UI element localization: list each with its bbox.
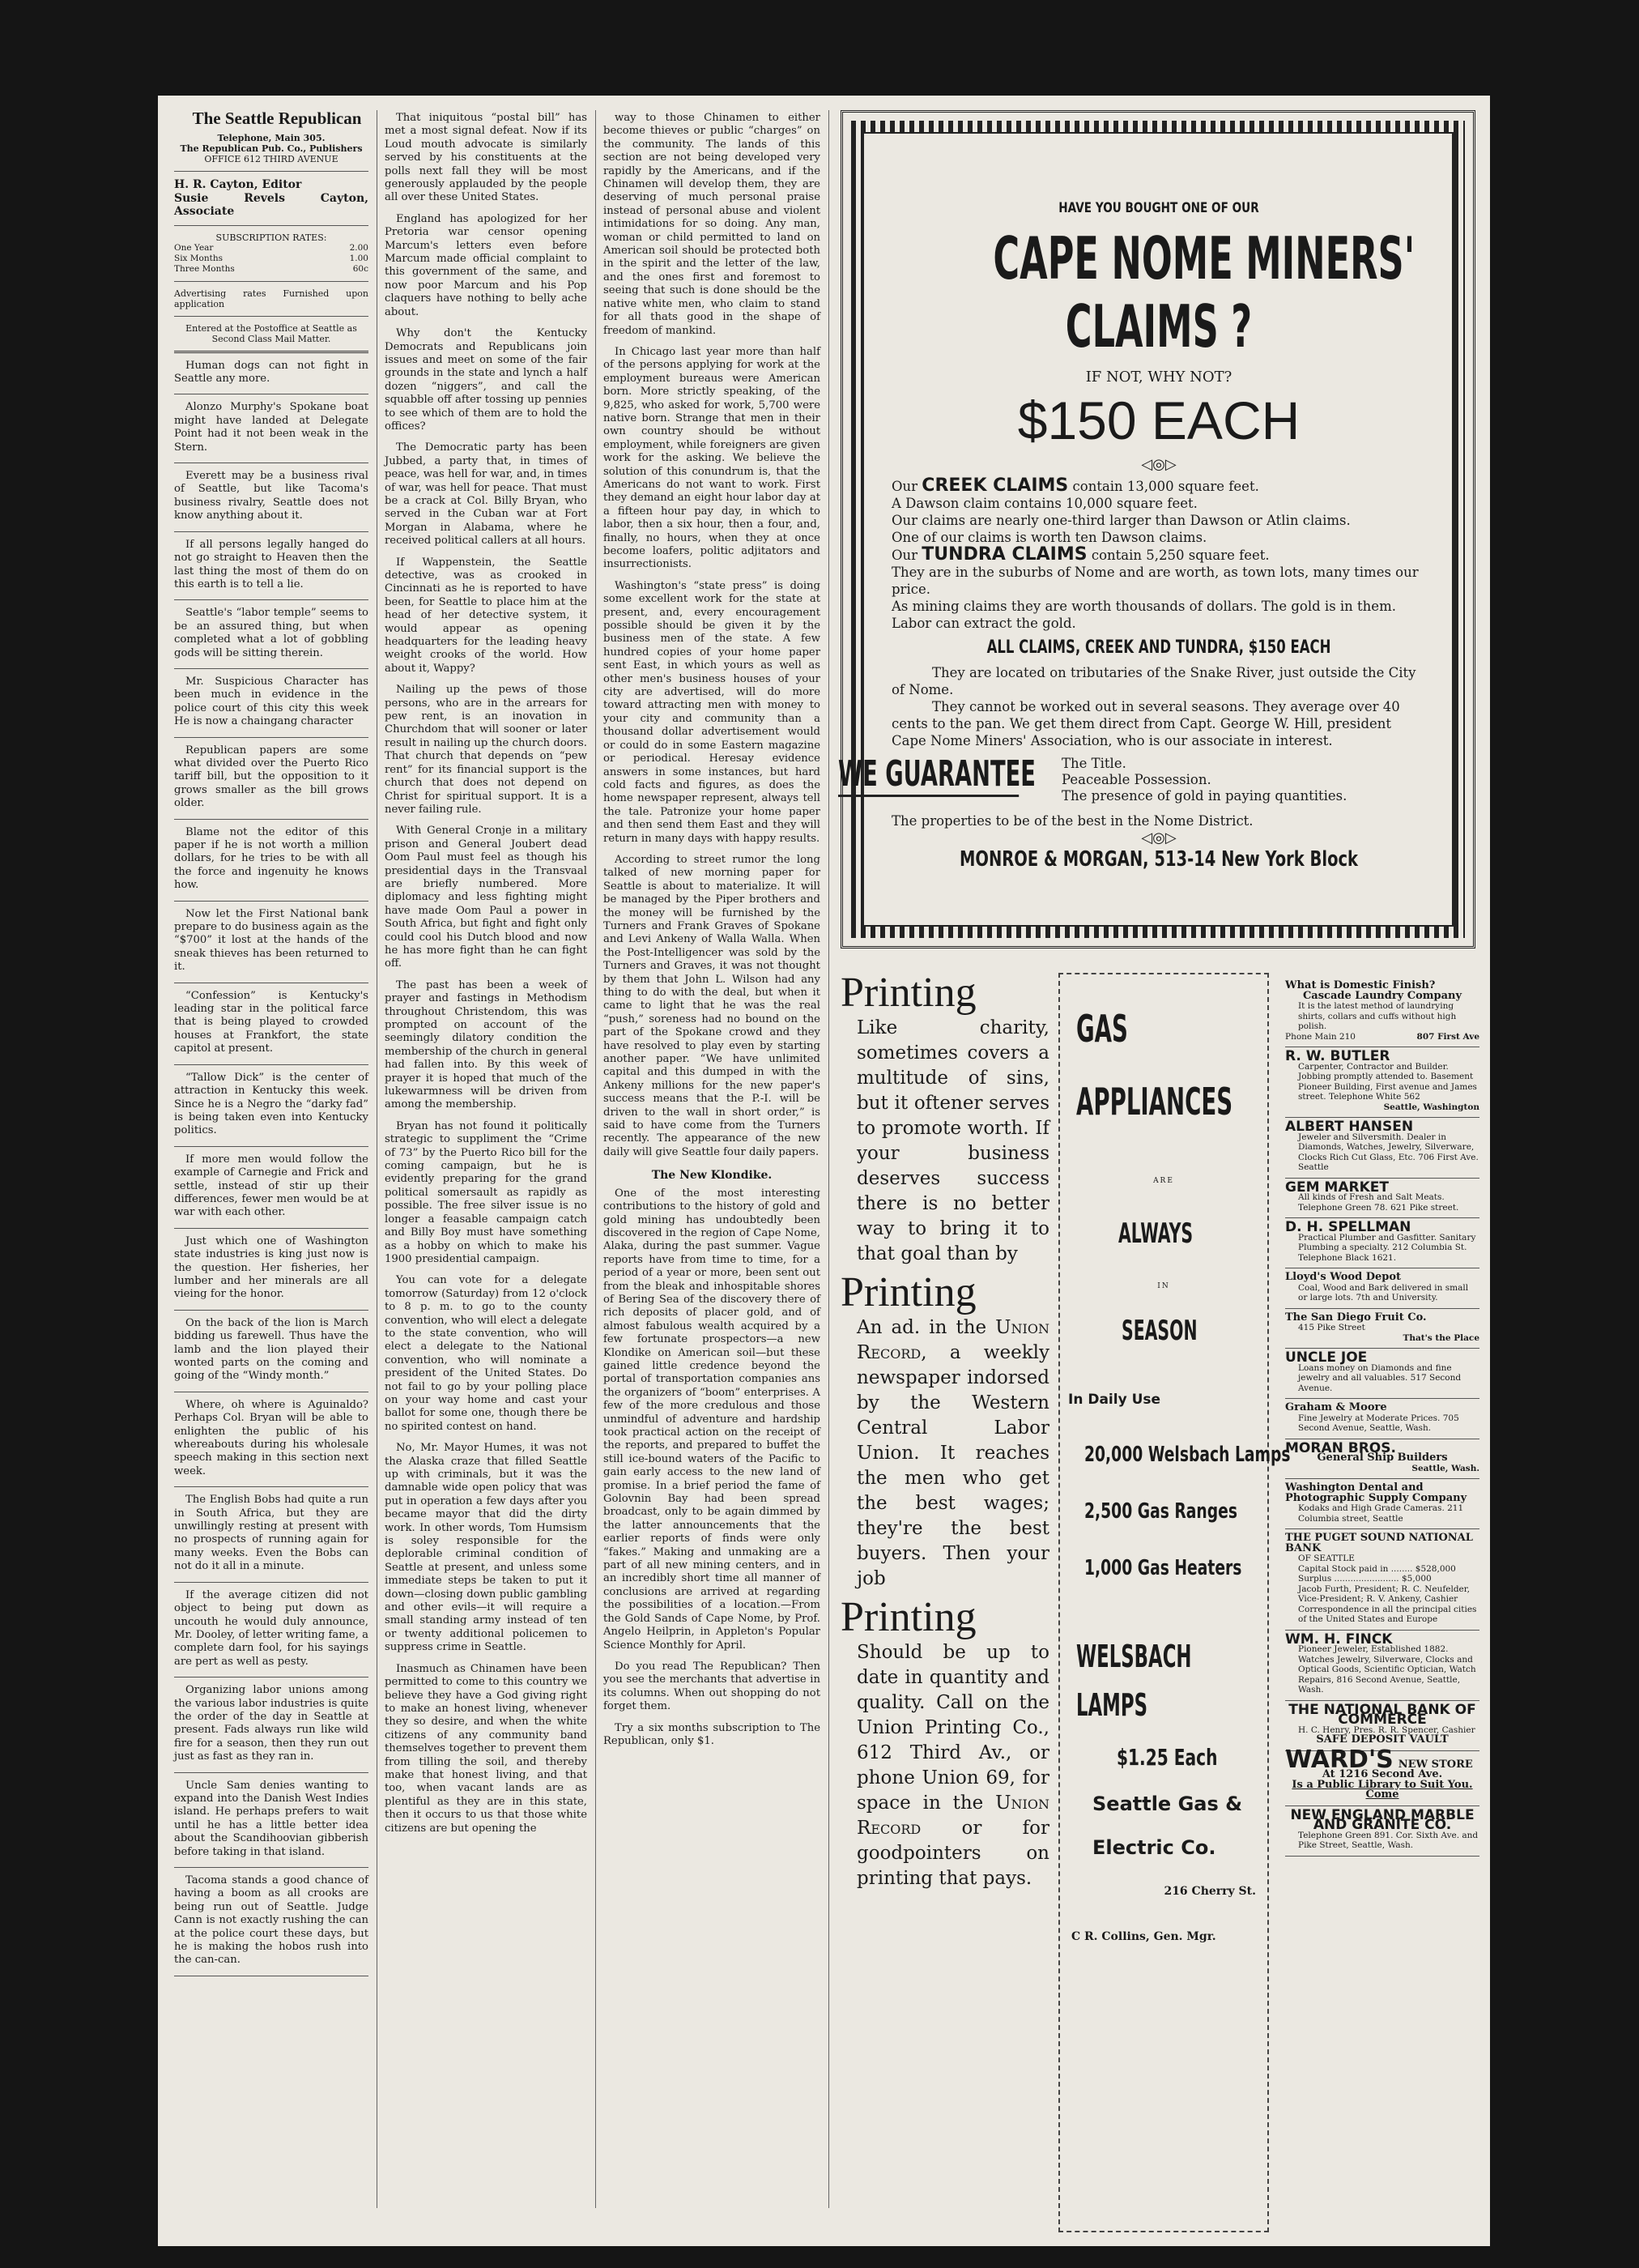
directory-listing	[1285, 1439, 1479, 1480]
union-record-name: Union Record	[857, 1793, 1049, 1839]
guarantee-item: Peaceable Possession.	[1062, 772, 1211, 787]
article-paragraph: You can vote for a delegate tomorrow (Saturday) from 12 o'clock to 8 p. m. to go to the county convention, who will elect a delegate to the state convention, who will elect a delegate to the National convention, who will nominate a president of the United States. Do not fail to go by your polling place on your way home and cast your ballot for some one, though there be no spirited contest on hand.	[385, 1274, 587, 1433]
masthead-title: The Seattle Republican	[192, 109, 362, 128]
creek-claims-label: CREEK CLAIMS	[922, 475, 1069, 496]
listing-footer	[1285, 1333, 1479, 1344]
paragraph-divider	[174, 1146, 368, 1147]
ad-signature: MONROE & MORGAN, 513-14 New York Block	[959, 847, 1359, 872]
listing-name: THE NATIONAL BANK OF COMMERCE	[1288, 1701, 1476, 1728]
paragraph-divider	[174, 1310, 368, 1311]
listing-line: Practical Plumber and Gasfitter. Sanitary Plumbing a specialty. 212 Columbia St. Telephone Black 1621.	[1298, 1232, 1476, 1263]
listing-line: Carpenter, Contractor and Builder. Jobbing promptly attended to. Basement Pioneer Building, First avenue and James street. Telephone White 562	[1298, 1061, 1477, 1102]
masthead-office: OFFICE 612 THIRD AVENUE	[204, 154, 338, 165]
article-paragraph: Washington's “state press” is doing some excellent work for the state at present, and, every encouragement possible should be given it by the business men of the state. A few hundred copies of your home paper sent East, in which yours as well as other men's business houses of your city are advertised, will do more toward attracting men with money to your city and community than a thousand dollar advertisement would or could do in some Eastern magazine or periodical. Heresay evidence answers in some instances, but hard cold facts and figures, as does the home newspaper represent, always tell the tale. Patronize your home paper and then send them East and they will return in many days with happy results.	[603, 579, 820, 845]
listing-name: Lloyd's Wood Depot	[1285, 1271, 1402, 1283]
listing-subtitle: General Ship Builders	[1317, 1452, 1448, 1464]
article-paragraph: The past has been a week of prayer and fastings in Methodism throughout Christendom, this was prompted on account of the seemingly dilatory condition the membership of the church in general had fallen into. By this week of prayer it is hoped that much of the lukewarmness will be driven from among the membership.	[385, 978, 587, 1111]
article-paragraph: Organizing labor unions among the various labor industries is quite the order of the day in Seattle at present. Fads always run like wild fire for a season, then they run out just as fast as they ran in.	[174, 1684, 368, 1763]
column-3	[603, 112, 820, 1756]
gas-item: 20,000 Welsbach Lamps	[1084, 1443, 1291, 1467]
ad-line-1: HAVE YOU BOUGHT ONE OF OUR	[1058, 200, 1259, 216]
directory-listing	[1285, 1179, 1479, 1219]
tundra-our: Our	[892, 548, 918, 563]
listing-line: OF SEATTLE	[1298, 1554, 1355, 1563]
listing-line: It is the latest method of laundrying shirts, collars and cuffs without high polish.	[1298, 1001, 1457, 1031]
column-2-paragraphs	[385, 112, 587, 1835]
paragraph-divider	[174, 819, 368, 820]
rate-value: 60c	[352, 263, 368, 274]
ad-para: They are in the suburbs of Nome and are worth, as town lots, many times our price.	[892, 565, 1419, 597]
listing-name: The San Diego Fruit Co.	[1285, 1311, 1427, 1324]
ad-para: The properties to be of the best in the Nome District.	[892, 813, 1254, 829]
gas-always: ALWAYS	[1118, 1217, 1194, 1250]
listing-line: Capital Stock paid in ........ $528,000	[1298, 1563, 1456, 1574]
ad-para: Our claims are nearly one-third larger than Dawson or Atlin claims.	[892, 513, 1351, 528]
rate-value: 1.00	[349, 253, 368, 263]
ad-para: They cannot be worked out in several seasons. They average over 40 cents to the pan. We get them direct from Capt. George W. Hill, president Cape Nome Miners' Association, who is our associate in interest.	[892, 699, 1400, 748]
ad-body	[838, 475, 1426, 872]
directory-listing	[1285, 1218, 1479, 1268]
directory-listing	[1285, 977, 1479, 1047]
paragraph-divider	[174, 1064, 368, 1065]
listing-line: Jeweler and Silversmith. Dealer in Diamonds, Watches, Jewelry, Silverware, Clocks Rich Cut Glass, Etc. 706 First Ave. Seattle	[1298, 1132, 1479, 1172]
paragraph-divider	[174, 599, 368, 600]
article-paragraph: One of the most interesting contributions to the history of gold and gold mining has undoubtedly been discovered in the region of Cape Nome, Alaka, during the past summer. Vague reports have from time to time, for a period of a year or more, been sent out from the bleak and inhospitable shores of Bering Sea of the discovery there of rich deposits of placer gold, and of almost fabulous wealth acquired by a few fortunate prospectors—a new Klondike on American soil—but these gained little credence beyond the portal of transportation companies ans the organizers of “boom” enterprises. A few of the more credulous and those unmindful of adventure and hardship took practical action on the receipt of the reports, and prepared to buffet the still ice-bound waters of the Pacific to gain early access to the new land of promise. In a brief period the fame of Golovnin Bay had been spread broadcast, only to be again dimmed by the latter announcements that the earlier reports of finds were only “fakes.” Making and unmaking are a part of all new mining centers, and in an incredibly short time all manner of conclusions are arrived at regarding the possibilities of a location.—From the Gold Sands of Cape Nome, by Prof. Angelo Heilprin, in Appleton's Popular Science Monthly for April.	[603, 1187, 820, 1652]
masthead-editor: H. R. Cayton, Editor	[174, 178, 302, 192]
article-paragraph: “Tallow Dick” is the center of attraction in Kentucky this week. Since he is a Negro the “darky fad” is being taken even into Kentucky politics.	[174, 1071, 368, 1137]
appliances-heading: APPLIANCES	[1076, 1080, 1233, 1123]
listing-line: Is a Public Library to Suit You. Come	[1292, 1778, 1473, 1801]
listing-line: Telephone Green 891. Cor. Sixth Ave. and Pike Street, Seattle, Wash.	[1298, 1830, 1479, 1850]
printing-text: Should be up to date in quantity and quality. Call on the Union Printing Co., 612 Third Av., or phone Union 69, for space in the	[857, 1642, 1049, 1814]
gas-heading: GAS	[1076, 1007, 1128, 1051]
listing-line: 415 Pike Street	[1298, 1323, 1365, 1332]
listing-line: Fine Jewelry at Moderate Prices. 705 Second Avenue, Seattle, Wash.	[1298, 1413, 1459, 1433]
directory-listing	[1285, 1529, 1479, 1631]
listing-line: At 1216 Second Ave.	[1322, 1768, 1443, 1780]
newspaper-page	[158, 96, 1490, 2246]
listing-name: WM. H. FINCK	[1285, 1631, 1393, 1648]
directory-listing	[1285, 1631, 1479, 1701]
guarantee-item: The presence of gold in paying quantities.	[1062, 788, 1347, 804]
directory-listing	[1285, 1047, 1479, 1118]
printing-heading: Printing	[841, 970, 977, 1016]
listing-footer	[1285, 1032, 1479, 1042]
rate-row	[174, 254, 368, 264]
paragraph-divider	[174, 531, 368, 532]
directory-listing	[1285, 1349, 1479, 1399]
ad-para: A Dawson claim contains 10,000 square feet.	[892, 496, 1198, 511]
masthead-associate: Susie Revels Cayton, Associate	[174, 191, 368, 219]
article-paragraph: On the back of the lion is March bidding us farewell. Thus have the lamb and the lion played their wonted parts on the coming and going of the “Windy month.”	[174, 1316, 368, 1383]
article-paragraph: Mr. Suspicious Character has been much in evidence in the police court of this city this week He is now a chaingang character	[174, 675, 368, 728]
article-paragraph: Tacoma stands a good chance of having a boom as all crooks are being run out of Seattle. Judge Cann is not exactly rushing the can at the police court these days, but he is making the hobos rush into the can-can.	[174, 1874, 368, 1967]
all-claims-line: ALL CLAIMS, CREEK AND TUNDRA, $150 EACH	[986, 637, 1331, 658]
paragraph-divider	[174, 668, 368, 669]
article-paragraph: Republican papers are some what divided over the Puerto Rico tariff bill, but the opposition to it grows smaller as the bill grows older.	[174, 744, 368, 810]
printing-text: , a weekly newspaper indorsed by the Western Central Labor Union. It reaches the men who get the best wages; they're the best buyers. Then your job	[857, 1342, 1049, 1589]
listing-line: Correspondence in all the principal cities of the United States and Europe	[1298, 1604, 1477, 1624]
business-directory	[1285, 977, 1479, 1857]
listing-name: ALBERT HANSEN	[1285, 1119, 1414, 1135]
rate-row	[174, 264, 368, 275]
column-3-klondike-paragraphs	[603, 1187, 820, 1749]
listing-footer	[1285, 1464, 1479, 1474]
listing-line: All kinds of Fresh and Salt Meats. Telephone Green 78. 621 Pike street.	[1298, 1192, 1459, 1213]
guarantee-item: The Title.	[1062, 756, 1126, 771]
directory-listing	[1285, 1309, 1479, 1349]
printing-ad	[841, 970, 1049, 1891]
paragraph-divider	[174, 1677, 368, 1678]
article-paragraph: According to street rumor the long talked of new morning paper for Seattle is about to materialize. It will be managed by the Piper brothers and the money will be furnished by the Turners and Frank Graves of Spokane and Levi Ankeny of Walla Walla. When the Post-Intelligencer was sold by the Turners and Graves, it was not thought by them that John L. Wilson had any thing to do with the deal, but when it came to light that he was the real “push,” soreness had no bound on the part of the Spokane crowd and they have resolved to play even by starting another paper. “We have unlimited capital and this dumped in with the Ankeny millions for the new paper's success means that the P.-I. will be driven to the wall in short order,” is said to have come from the Turners recently. The appearance of the new daily will give Seattle four daily papers.	[603, 853, 820, 1158]
welsbach-price: $1.25 Each	[1117, 1744, 1218, 1771]
lamps-heading: LAMPS	[1076, 1687, 1147, 1723]
article-paragraph: Blame not the editor of this paper if he is not worth a million dollars, for he tries to be with all the force and ingenuity he knows how.	[174, 825, 368, 892]
listing-name: NEW ENGLAND MARBLE AND GRANITE CO.	[1290, 1806, 1475, 1833]
gas-appliances-ad	[1058, 973, 1291, 2232]
listing-phone: Phone Main 210	[1285, 1031, 1356, 1042]
listing-address: Seattle, Washington	[1383, 1102, 1479, 1112]
listing-line: Coal, Wood and Bark delivered in small or large lots. 7th and University.	[1298, 1282, 1469, 1302]
printing-heading: Printing	[841, 1269, 977, 1315]
rates-heading: SUBSCRIPTION RATES:	[215, 232, 327, 243]
article-paragraph: Try a six months subscription to The Republican, only $1.	[603, 1721, 820, 1747]
ornament-icon: ◁◎▷	[1141, 829, 1177, 846]
paragraph-divider	[174, 737, 368, 738]
article-paragraph: If Wappenstein, the Seattle detective, was as crooked in Cincinnati as he is reported to have been, for Seattle to place him at the head of her detective system, it would appear as opening headquarters for the leading heavy weight crooks of the world. How about it, Wappy?	[385, 556, 587, 675]
paragraph-divider	[174, 1486, 368, 1487]
ad-para: One of our claims is worth ten Dawson claims.	[892, 530, 1207, 545]
guarantee-list	[1062, 756, 1402, 804]
listing-address: That's the Place	[1403, 1332, 1479, 1343]
article-paragraph: Uncle Sam denies wanting to expand into the Danish West Indies island. He perhaps prefers to wait until he has a little better idea about the Scandihoovian gibberish before taking in that island.	[174, 1779, 368, 1858]
paragraph-divider	[174, 1772, 368, 1773]
column-rule	[828, 110, 829, 2208]
listing-name: UNCLE JOE	[1285, 1349, 1368, 1366]
listing-address: 807 First Ave	[1416, 1031, 1479, 1042]
new-klondike-heading: The New Klondike.	[651, 1169, 773, 1183]
printing-text: An ad. in the	[857, 1317, 987, 1338]
rate-label: Three Months	[174, 263, 235, 274]
article-paragraph: Seattle's “labor temple” seems to be an assured thing, but when completed what a lot of gobbling gods will be sitting therein.	[174, 607, 368, 659]
union-record-name: Union Record	[857, 1317, 1049, 1363]
article-paragraph: No, Mr. Mayor Humes, it was not the Alaska craze that filled Seattle up with criminals, but it was the damnable wide open policy that was put in operation a few days after you became mayor that did the dirty work. In other words, Tom Humsism is soley responsible for the deplorable criminal condition of Seattle at present, and unless some immediate steps be taken to put it down—closing down public gambling and other evils—it will require a small standing army instead of ten or twenty additional policemen to suppress crime in Seattle.	[385, 1442, 587, 1654]
column-3-paragraphs	[603, 112, 820, 1159]
rate-value: 2.00	[349, 242, 368, 253]
masthead-publisher: The Republican Pub. Co., Publishers	[180, 143, 363, 155]
listing-line: H. C. Henry, Pres. R. R. Spencer, Cashier	[1298, 1724, 1475, 1735]
guarantee-heading: WE GUARANTEE	[838, 754, 1019, 797]
ornament-icon: ◁◎▷	[1141, 456, 1177, 473]
printing-text-1: Like charity, sometimes covers a multitude of sins, but it oftener serves to promote worth. If your business deserves success there is no better way to bring it to that goal than by	[857, 1017, 1049, 1264]
listing-line: Pioneer Jeweler, Established 1882. Watches Jewelry, Silverware, Clocks and Optical Goods, Scientific Optician, Watch Repairs, 816 Second Avenue, Seattle, Wash.	[1298, 1644, 1476, 1695]
listing-name: What is Domestic Finish?	[1285, 979, 1436, 991]
advertising-note: Advertising rates Furnished upon application	[174, 288, 368, 309]
listing-name: MORAN BROS.	[1285, 1439, 1396, 1456]
gas-manager: C R. Collins, Gen. Mgr.	[1071, 1930, 1216, 1943]
directory-listing	[1285, 1268, 1479, 1309]
rate-row	[174, 243, 368, 254]
article-paragraph: If more men would follow the example of Carnegie and Frick and settle, instead of stir up their differences, fewer men would be at war with each other.	[174, 1153, 368, 1219]
article-paragraph: Inasmuch as Chinamen have been permitted to come to this country we believe they have a God giving right to make an honest living, whenever they so desire, and when the white citizens of any community band themselves together to prevent them from tilling the soil, and thereby make that honest living, and that too, when vacant lands are as plentiful as they are in this state, then it occurs to us that those white citizens are but opening the	[385, 1662, 587, 1835]
rates-list	[174, 243, 368, 275]
paragraph-divider	[174, 1867, 368, 1868]
gas-item: 1,000 Gas Heaters	[1084, 1556, 1242, 1580]
directory-listing	[1285, 1399, 1479, 1439]
listing-line: Loans money on Diamonds and fine jewelry and all valuables. 517 Second Avenue.	[1298, 1362, 1462, 1393]
article-paragraph: That iniquitous “postal bill” has met a most signal defeat. Now if its Loud mouth advocate is similarly served by his constituents at the polls next fall they will be most generously applauded by the people all over these United States.	[385, 112, 587, 204]
listing-name: D. H. SPELLMAN	[1285, 1219, 1411, 1235]
article-paragraph: Bryan has not found it politically strategic to suppliment the “Crime of 73” by the Puerto Rico bill for the coming campaign, but he is evidently preparing for the grand political somersault as rapidly as possible. The free silver issue is no longer a feasable campaign catch and Billy Boy must have something as a hobby on which to make his 1900 presidential campaign.	[385, 1119, 587, 1265]
listing-subtitle: Cascade Laundry Company	[1302, 989, 1462, 1002]
article-paragraph: The Democratic party has been Jubbed, a party that, in times of peace, was hell for war, and, in times of war, was hell for peace. That must be a crack at Col. Billy Bryan, who served in the Cuban war at Fort Morgan in Alabama, where he received political callers at all hours.	[385, 441, 587, 548]
ad-headline-miners: CAPE NOME MINERS'	[993, 224, 1416, 292]
column-1-paragraphs	[174, 360, 368, 1976]
guarantee-block	[838, 753, 1426, 812]
rate-label: One Year	[174, 242, 214, 253]
listing-name: THE PUGET SOUND NATIONAL BANK	[1285, 1532, 1473, 1554]
gas-daily-use: In Daily Use	[1068, 1392, 1161, 1408]
article-paragraph: “Confession” is Kentucky's leading star in the political farce that is being played to crowded houses at Frankfort, the state capitol at present.	[174, 989, 368, 1055]
column-rule	[595, 110, 596, 2208]
article-paragraph: way to those Chinamen to either become thieves or public “charges” on the community. The lands of this section are not being developed very rapidly by the Americans, and if the Chinamen will develop them, they are deserving of much personal praise instead of personal abuse and violent intimidations for so doing. Any man, woman or child permitted to land on American soil should be protected both in the spirit and the letter of the law, and the ones first and foremost to seeing that such is done should be the native white men, who claim to stand for all thats good in the shape of freedom of mankind.	[603, 112, 820, 337]
article-paragraph: Just which one of Washington state industries is king just now is the question. Her fisheries, her lumber and her minerals are all vieing for the honor.	[174, 1234, 368, 1301]
paragraph-divider	[174, 1228, 368, 1229]
welsbach-heading: WELSBACH	[1076, 1639, 1192, 1674]
article-paragraph: With General Cronje in a military prison and General Joubert dead Oom Paul must feel as though his presidential days in the Transvaal are briefly numbered. More diplomacy and less fighting might have made Oom Paul a power in South Africa, but fight and fight only could cool his Dutch blood and now he has more fight than he can fight off.	[385, 825, 587, 970]
ad-para: They are located on tributaries of the Snake River, just outside the City of Nome.	[892, 665, 1416, 697]
directory-listing	[1285, 1701, 1479, 1751]
creek-our: Our	[892, 479, 918, 494]
gas-item: 2,500 Gas Ranges	[1084, 1499, 1238, 1524]
article-paragraph: If the average citizen did not object to being put down as uncouth he would duly announce, Mr. Dooley, of letter writing fame, a complete darn fool, for his sayings are pert as well as pesty.	[174, 1588, 368, 1668]
tundra-claims-size: contain 5,250 square feet.	[1091, 548, 1270, 563]
article-paragraph: In Chicago last year more than half of the persons applying for work at the employment bureaus were American born. More strictly speaking, of the 9,825, who asked for work, 5,700 were native born. Strange that men in their own country should be without employment, while foreigners are given work for the asking. We believe the solution of this conundrum is, that the Americans do not want to work. First they demand an eight hour labor day at a fifteen hour pay day, in which to labor, then a six hour, then a four, and, finally, no hours, when they at once become loafers, politic adjitators and insurrectionists.	[603, 345, 820, 571]
column-1	[174, 109, 368, 1983]
printing-heading: Printing	[841, 1594, 977, 1640]
printing-text-3	[841, 1640, 1049, 1891]
gas-address: 216 Cherry St.	[1164, 1885, 1256, 1898]
tundra-claims-label: TUNDRA CLAIMS	[922, 544, 1088, 565]
listing-line: Jacob Furth, President; R. C. Neufelder, Vice-President; R. V. Ankeny, Cashier	[1298, 1584, 1470, 1604]
masthead-telephone: Telephone, Main 305.	[217, 133, 326, 144]
paragraph-divider	[174, 1582, 368, 1583]
directory-listing	[1285, 1118, 1479, 1179]
article-paragraph: If all persons legally hanged do not go straight to Heaven then the last thing the most of them do on this earth is to tell a lie.	[174, 538, 368, 590]
listing-name: R. W. BUTLER	[1285, 1048, 1390, 1064]
listing-line: Surplus ........................ $5,000	[1298, 1574, 1432, 1584]
article-paragraph: Human dogs can not fight in Seattle any more.	[174, 359, 368, 386]
cape-nome-ad	[838, 110, 1475, 949]
listing-line: Kodaks and High Grade Cameras. 211 Columbia street, Seattle	[1298, 1503, 1464, 1524]
article-paragraph: Now let the First National bank prepare to do business again as the “$700” it lost at the hands of the sneak thieves has been returned to it.	[174, 907, 368, 974]
listing-name: Graham & Moore	[1285, 1401, 1387, 1413]
printing-text: or for goodpointers on printing that pays.	[857, 1818, 1049, 1889]
gas-company: Seattle Gas &	[1092, 1793, 1243, 1815]
ad-headline-claims: CLAIMS ?	[1065, 292, 1253, 360]
listing-footer	[1285, 1102, 1479, 1113]
article-paragraph: England has apologized for her Pretoria war censor opening Marcum's letters even before Marcum made official complaint to this government of the same, and now poor Marcum and his Pop claquers have nothing to belly ache about.	[385, 212, 587, 318]
ad-para: As mining claims they are worth thousands of dollars. The gold is in them. Labor can extract the gold.	[892, 599, 1396, 631]
listing-subtitle: SAFE DEPOSIT VAULT	[1316, 1733, 1449, 1746]
article-paragraph: Nailing up the pews of those persons, who are in the arrears for pew rent, is an inovation in Churchdom that will sooner or later result in nailing up the church doors. That church that depends on “pew rent” for its financial support is the church that does not depend on Christ for spiritual support. It is a never failing rule.	[385, 684, 587, 816]
paragraph-divider	[174, 901, 368, 902]
creek-claims-size: contain 13,000 square feet.	[1072, 479, 1259, 494]
gas-in: IN	[1157, 1282, 1170, 1290]
article-paragraph: Why don't the Kentucky Democrats and Republicans join issues and meet on some of the fair grounds in the state and lynch a half dozen “niggers”, and call the squabble off after tossing up pennies to see which of them are to hold the offices?	[385, 327, 587, 433]
directory-listing	[1285, 1806, 1479, 1857]
listing-name-2: NEW STORE	[1398, 1758, 1473, 1771]
article-paragraph: Where, oh where is Aguinaldo? Perhaps Col. Bryan will be able to enlighten the public of his whereabouts during his wholesale speech making in this section next week.	[174, 1398, 368, 1477]
article-paragraph: Alonzo Murphy's Spokane boat might have landed at Delegate Point had it not been weak in the Stern.	[174, 401, 368, 454]
directory-listing	[1285, 1479, 1479, 1529]
listing-address: Seattle, Wash.	[1411, 1463, 1479, 1473]
article-paragraph: The English Bobs had quite a run in South Africa, but they are unwillingly resting at present with no prospects of running again for many weeks. Even the Bobs can not do it all in a minute.	[174, 1494, 368, 1573]
entered-note: Entered at the Postoffice at Seattle as Second Class Mail Matter.	[185, 322, 357, 344]
gas-company: Electric Co.	[1092, 1836, 1216, 1859]
gas-are: ARE	[1153, 1177, 1174, 1185]
gas-season: SEASON	[1122, 1315, 1198, 1347]
directory-listing	[1285, 1745, 1479, 1806]
listing-name: Washington Dental and Photographic Supply Company	[1285, 1481, 1467, 1504]
article-paragraph: Do you read The Republican? Then you see the merchants that advertise in its columns. When out shopping do not forget them.	[603, 1660, 820, 1713]
ad-why-not: IF NOT, WHY NOT?	[1085, 369, 1232, 386]
rate-label: Six Months	[174, 253, 224, 263]
listing-name: WARD'S	[1285, 1745, 1394, 1774]
ad-price: $150 EACH	[1017, 390, 1301, 450]
article-paragraph: Everett may be a business rival of Seattle, but like Tacoma's business rivalry, Seattle does not know anything about it.	[174, 470, 368, 522]
printing-text-2	[841, 1315, 1049, 1592]
listing-name: GEM MARKET	[1285, 1179, 1389, 1196]
column-2	[385, 112, 587, 1844]
